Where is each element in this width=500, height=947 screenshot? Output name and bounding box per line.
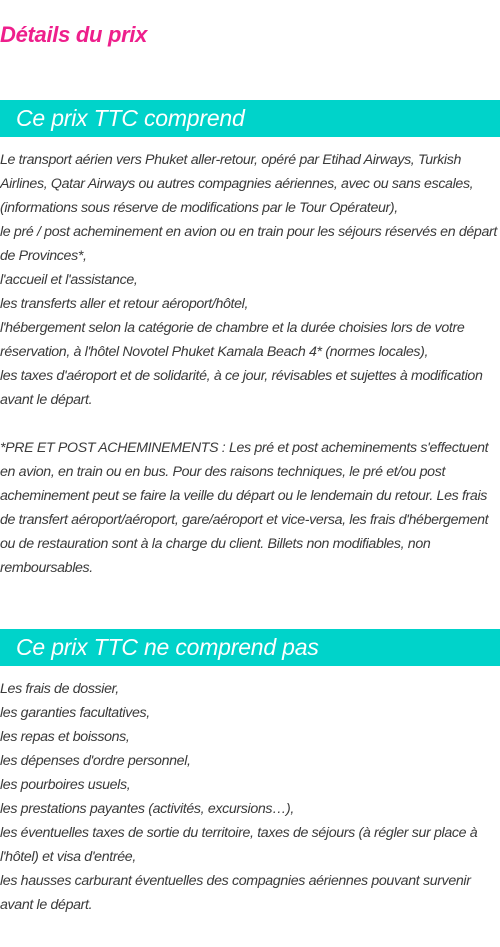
includes-heading: Ce prix TTC comprend	[0, 100, 500, 137]
excludes-heading: Ce prix TTC ne comprend pas	[0, 629, 500, 666]
acheminement-note	[0, 436, 500, 580]
list-item: Les frais de dossier,	[0, 681, 119, 697]
list-item: les repas et boissons,	[0, 729, 130, 745]
list-item: les taxes d'aéroport et de solidarité, à ce jour, révisables et sujettes à modification avant le départ.	[0, 368, 483, 408]
page-title: Détails du prix	[0, 22, 148, 47]
list-item: les pourboires usuels,	[0, 777, 131, 793]
list-item: les transferts aller et retour aéroport/hôtel,	[0, 296, 249, 312]
list-item: les prestations payantes (activités, excursions…),	[0, 801, 294, 817]
list-item: le pré / post acheminement en avion ou en train pour les séjours réservés en départ de Provinces*,	[0, 224, 497, 264]
excludes-list	[0, 677, 500, 917]
note-text: *PRE ET POST ACHEMINEMENTS : Les pré et post acheminements s'effectuent en avion, en train ou en bus. Pour des raisons techniques, le pré et/ou post acheminement peut se faire la veille du départ ou le lendemain du retour. Les frais de transfert aéroport/aéroport, gare/aéroport et vice-versa, les frais d'hébergement ou de restauration sont à la charge du client. Billets non modifiables, non remboursables.	[0, 440, 489, 576]
includes-list	[0, 148, 500, 412]
list-item: les éventuelles taxes de sortie du territoire, taxes de séjours (à régler sur place à l'hôtel) et visa d'entrée,	[0, 825, 478, 865]
list-item: les garanties facultatives,	[0, 705, 150, 721]
list-item: Le transport aérien vers Phuket aller-retour, opéré par Etihad Airways, Turkish Airlines, Qatar Airways ou autres compagnies aériennes, avec ou sans escales, (informations sous réserve de modifications par le Tour Opérateur),	[0, 152, 474, 216]
list-item: les dépenses d'ordre personnel,	[0, 753, 191, 769]
list-item: l'accueil et l'assistance,	[0, 272, 138, 288]
list-item: l'hébergement selon la catégorie de chambre et la durée choisies lors de votre réservation, à l'hôtel Novotel Phuket Kamala Beach 4* (normes locales),	[0, 320, 465, 360]
list-item: les hausses carburant éventuelles des compagnies aériennes pouvant survenir avant le départ.	[0, 873, 471, 913]
